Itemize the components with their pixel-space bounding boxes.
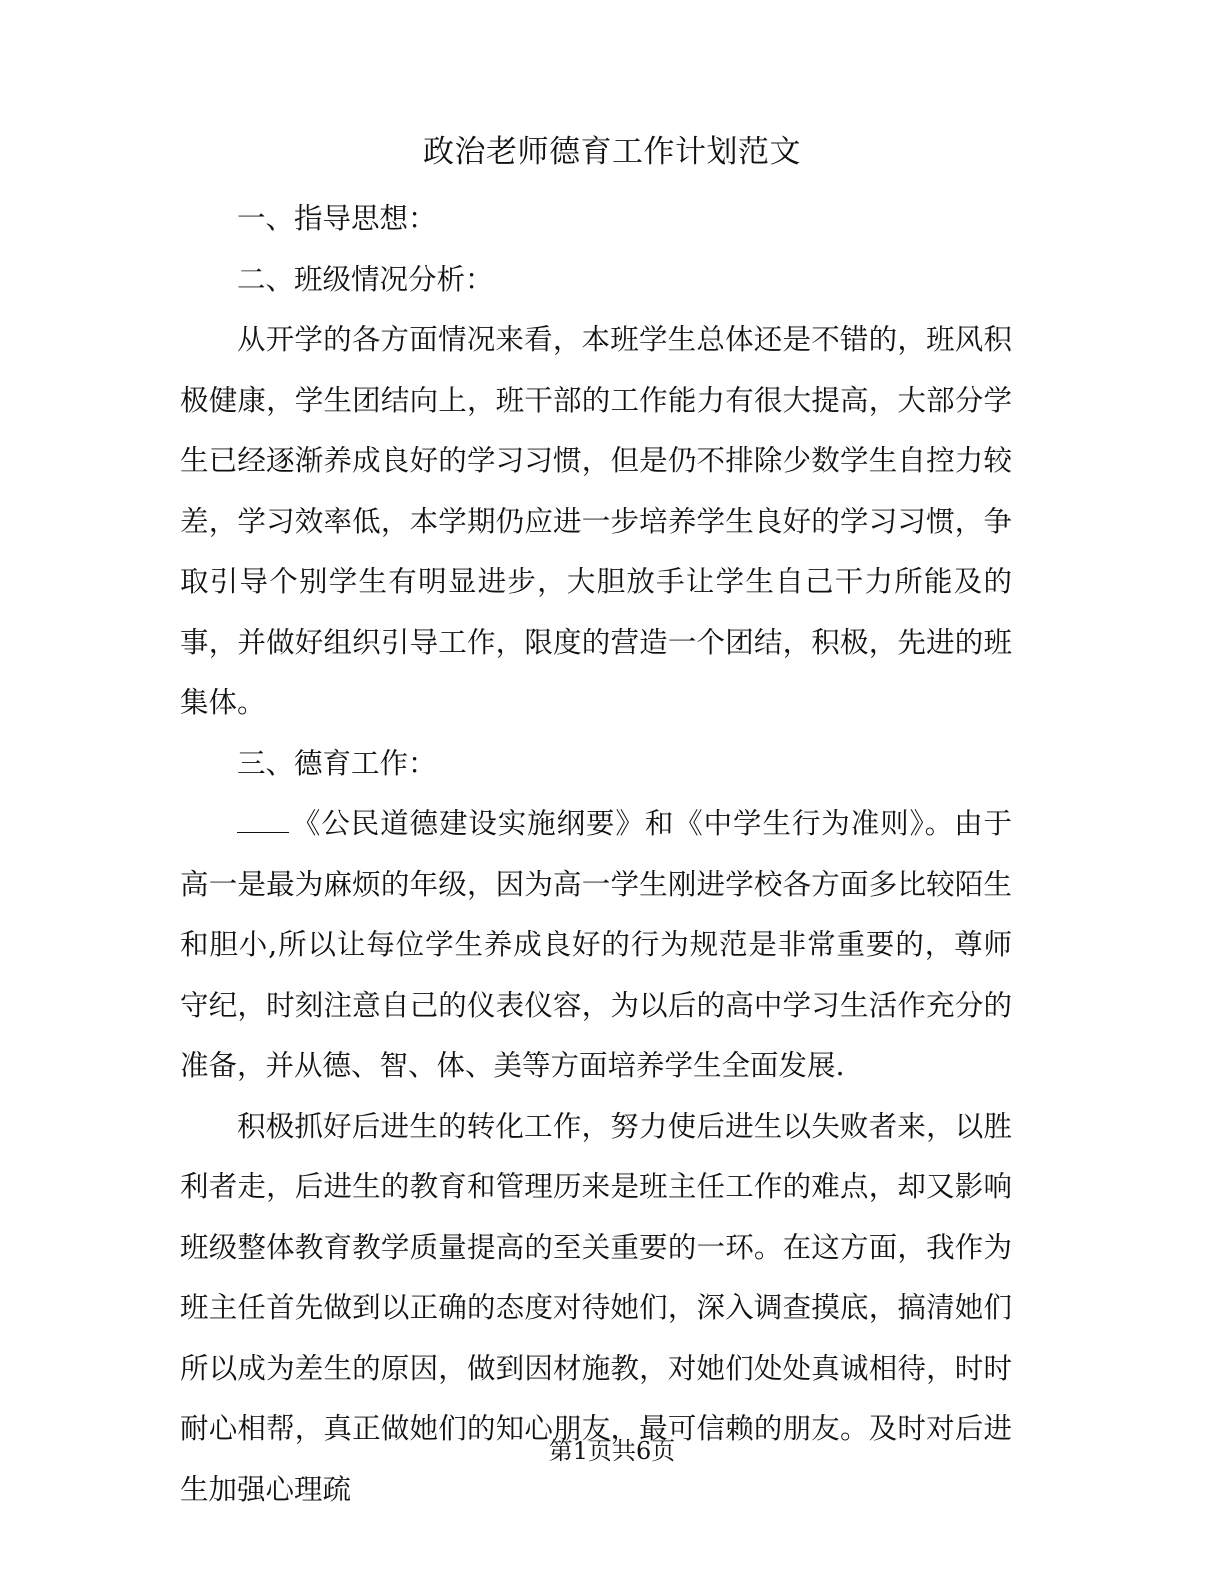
underachiever-paragraph: 积极抓好后进生的转化工作，努力使后进生以失败者来，以胜利者走，后进生的教育和管理历来是班主任工作的难点，却又影响班级整体教育教学质量提高的至关重要的一环。在这方面，我作为班主任首先做到以正确的态度对待她们，深入调查摸底，搞清她们所以成为差生的原因，做到因材施教，对她们处处真诚相待，时时耐心相帮，真正做她们的知心朋友，最可信赖的朋友。及时对后进生加强心理疏 [180,1109,1012,1506]
section-heading-moral-education: 三、德育工作： [237,746,437,780]
document-body [180,189,1012,1520]
page-number: 第1页共6页 [548,1437,676,1465]
document-title: 政治老师德育工作计划范文 [423,134,801,170]
section-heading-class-analysis: 二、班级情况分析： [237,262,494,296]
moral-education-paragraph [180,794,1012,1097]
fill-in-blank [237,808,289,833]
section-heading-guiding-ideology: 一、指导思想： [237,202,437,235]
moral-education-paragraph-text: 《公民道德建设实施纲要》和《中学生行为准则》。由于高一是最为麻烦的年级，因为高一学生刚进学校各方面多比较陌生和胆小,所以让每位学生养成良好的行为规范是非常重要的，尊师守纪，时刻注意自己的仪表仪容，为以后的高中学习生活作充分的准备，并从德、智、体、美等方面培养学生全面发展. [180,807,1012,1082]
class-analysis-paragraph: 从开学的各方面情况来看，本班学生总体还是不错的，班风积极健康，学生团结向上，班干部的工作能力有很大提高，大部分学生已经逐渐养成良好的学习习惯，但是仍不排除少数学生自控力较差，学习效率低，本学期仍应进一步培养学生良好的学习习惯，争取引导个别学生有明显进步，大胆放手让学生自己干力所能及的事，并做好组织引导工作，限度的营造一个团结，积极，先进的班集体。 [180,323,1012,719]
